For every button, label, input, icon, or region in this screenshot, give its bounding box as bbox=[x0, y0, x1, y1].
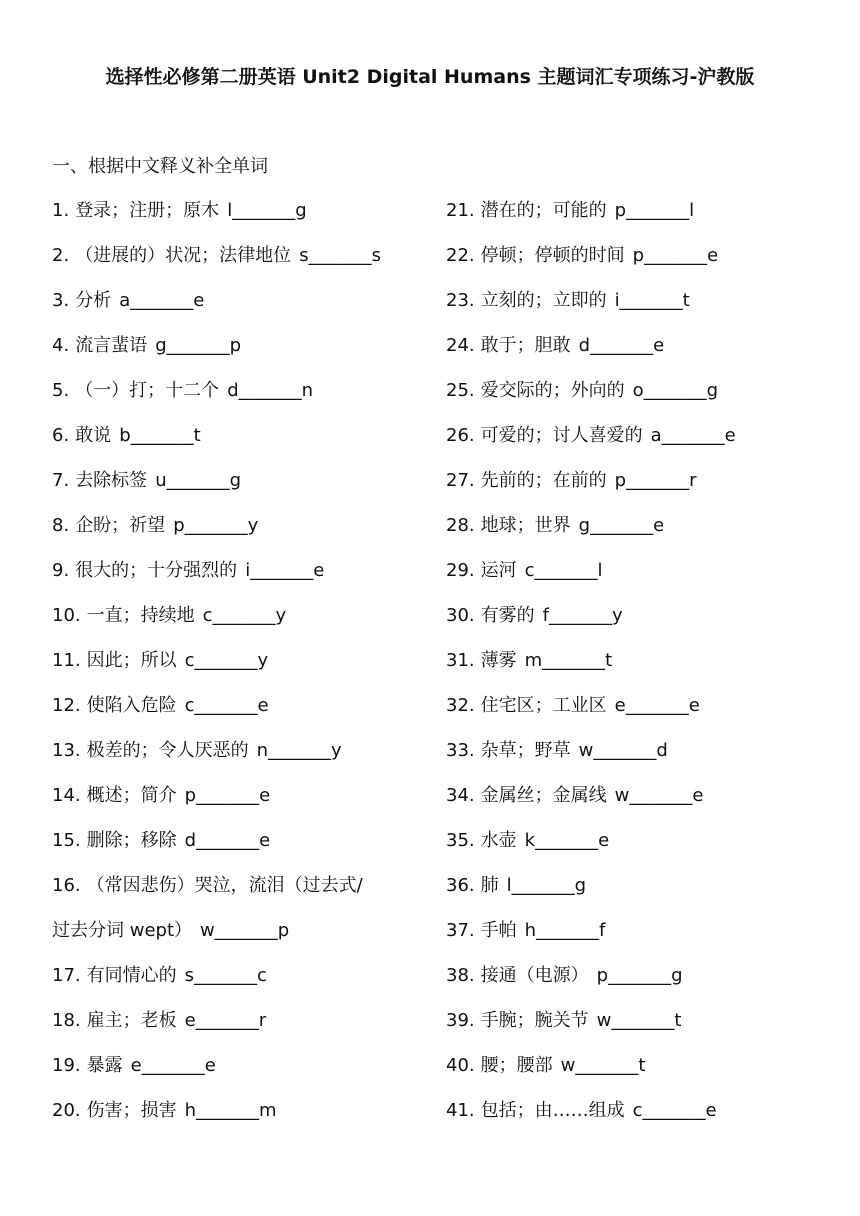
vocab-item-blank: c_______y bbox=[184, 650, 269, 671]
vocab-item-blank: a_______e bbox=[650, 425, 736, 446]
left-column bbox=[52, 197, 432, 1142]
vocab-item-meaning: 雇主；老板 bbox=[86, 1010, 177, 1031]
vocab-item-blank: w_______p bbox=[200, 920, 290, 941]
vocab-item-blank: b_______t bbox=[119, 425, 201, 446]
vocab-item-blank: c_______l bbox=[524, 560, 603, 581]
vocab-item-blank: p_______r bbox=[614, 470, 697, 491]
vocab-item-blank: h_______f bbox=[524, 920, 606, 941]
vocab-item-meaning: 流言蜚语 bbox=[75, 335, 148, 356]
vocab-item-blank: s_______s bbox=[299, 245, 381, 266]
vocab-item-number: 11. bbox=[52, 650, 81, 671]
vocab-item-blank: e_______r bbox=[184, 1010, 267, 1031]
vocab-item-meaning: 停顿；停顿的时间 bbox=[480, 245, 625, 266]
vocab-item-meaning: 很大的；十分强烈的 bbox=[75, 560, 238, 581]
vocab-item bbox=[446, 737, 826, 782]
vocab-item-number: 12. bbox=[52, 695, 81, 716]
vocab-item-meaning: 企盼；祈望 bbox=[75, 515, 166, 536]
vocab-item-number: 3. bbox=[52, 290, 70, 311]
vocab-item bbox=[446, 962, 826, 1007]
vocab-item-number: 22. bbox=[446, 245, 475, 266]
vocab-item bbox=[52, 1052, 432, 1097]
vocab-item-number: 19. bbox=[52, 1055, 81, 1076]
vocab-item-blank: o_______g bbox=[632, 380, 719, 401]
vocab-item-blank: l_______g bbox=[506, 875, 587, 896]
vocab-item-number: 24. bbox=[446, 335, 475, 356]
vocab-item-meaning: 水壶 bbox=[480, 830, 517, 851]
vocab-item-number: 13. bbox=[52, 740, 81, 761]
vocab-item-blank: f_______y bbox=[542, 605, 623, 626]
vocab-item-number: 34. bbox=[446, 785, 475, 806]
vocab-item-meaning: 登录；注册；原木 bbox=[75, 200, 220, 221]
vocab-item-blank: p_______e bbox=[632, 245, 719, 266]
vocab-item-blank: p_______y bbox=[173, 515, 259, 536]
vocab-item-blank: d_______n bbox=[227, 380, 314, 401]
vocab-item bbox=[52, 827, 432, 872]
vocab-item-meaning: （进展的）状况；法律地位 bbox=[75, 245, 292, 266]
vocab-item bbox=[446, 602, 826, 647]
vocab-item bbox=[52, 197, 432, 242]
vocab-item bbox=[446, 872, 826, 917]
vocab-item bbox=[446, 197, 826, 242]
vocab-item-number: 23. bbox=[446, 290, 475, 311]
vocab-item-blank: w_______e bbox=[614, 785, 704, 806]
vocab-item-blank: a_______e bbox=[119, 290, 205, 311]
vocab-item-blank: w_______t bbox=[560, 1055, 646, 1076]
vocab-item-number: 17. bbox=[52, 965, 81, 986]
vocab-item-meaning: 先前的；在前的 bbox=[480, 470, 607, 491]
vocab-item-blank: l_______g bbox=[227, 200, 307, 221]
vocab-item-blank: s_______c bbox=[184, 965, 267, 986]
vocab-item-meaning: 地球；世界 bbox=[480, 515, 571, 536]
vocab-item-number: 32. bbox=[446, 695, 475, 716]
vocab-item-number: 9. bbox=[52, 560, 70, 581]
vocab-item-number: 38. bbox=[446, 965, 475, 986]
vocab-item bbox=[52, 962, 432, 1007]
vocab-item-blank: c_______y bbox=[202, 605, 287, 626]
vocab-item bbox=[52, 377, 432, 422]
vocab-item-number: 4. bbox=[52, 335, 70, 356]
vocab-item-meaning: 有同情心的 bbox=[86, 965, 177, 986]
vocab-item-blank: h_______m bbox=[184, 1100, 277, 1121]
vocab-item-number: 14. bbox=[52, 785, 81, 806]
vocab-item bbox=[52, 422, 432, 467]
vocab-item bbox=[446, 512, 826, 557]
vocab-item bbox=[52, 1097, 432, 1142]
vocab-item-meaning: 极差的；令人厌恶的 bbox=[86, 740, 249, 761]
section-heading: 一、根据中文释义补全单词 bbox=[52, 156, 268, 177]
vocab-item-meaning: 住宅区；工业区 bbox=[480, 695, 607, 716]
vocab-item-blank: w_______d bbox=[578, 740, 668, 761]
vocab-item-meaning: 金属丝；金属线 bbox=[480, 785, 607, 806]
vocab-item bbox=[446, 287, 826, 332]
vocab-item-blank: d_______e bbox=[184, 830, 271, 851]
vocab-item bbox=[446, 332, 826, 377]
vocab-item bbox=[446, 917, 826, 962]
vocab-item-number: 6. bbox=[52, 425, 70, 446]
vocab-item-number: 1. bbox=[52, 200, 70, 221]
vocab-item-meaning: 敢于；胆敢 bbox=[480, 335, 571, 356]
vocab-item bbox=[52, 872, 432, 917]
vocab-item-blank: p_______e bbox=[184, 785, 271, 806]
vocab-item bbox=[52, 467, 432, 512]
vocab-item bbox=[52, 917, 432, 962]
vocab-item-number: 10. bbox=[52, 605, 81, 626]
vocab-item-meaning: 一直；持续地 bbox=[86, 605, 195, 626]
vocab-item bbox=[52, 242, 432, 287]
vocab-item bbox=[446, 782, 826, 827]
vocab-item bbox=[446, 647, 826, 692]
vocab-item-number: 29. bbox=[446, 560, 475, 581]
vocab-item bbox=[52, 332, 432, 377]
vocab-item-meaning: 过去分词 wept） bbox=[52, 920, 193, 941]
vocab-item-number: 16. bbox=[52, 875, 81, 896]
vocab-item-number: 37. bbox=[446, 920, 475, 941]
vocab-item-number: 28. bbox=[446, 515, 475, 536]
vocab-item-meaning: 手腕；腕关节 bbox=[480, 1010, 589, 1031]
vocab-item-number: 18. bbox=[52, 1010, 81, 1031]
vocab-item bbox=[52, 647, 432, 692]
vocab-item-meaning: 去除标签 bbox=[75, 470, 148, 491]
vocab-item bbox=[52, 602, 432, 647]
vocab-item bbox=[446, 692, 826, 737]
vocab-item-meaning: 运河 bbox=[480, 560, 517, 581]
vocab-item-meaning: 薄雾 bbox=[480, 650, 517, 671]
vocab-item-meaning: 接通（电源） bbox=[480, 965, 589, 986]
vocab-item-number: 2. bbox=[52, 245, 70, 266]
vocab-item-number: 7. bbox=[52, 470, 70, 491]
vocab-item bbox=[446, 242, 826, 287]
vocab-item-blank: u_______g bbox=[155, 470, 242, 491]
vocab-item-meaning: （常因悲伤）哭泣，流泪（过去式/ bbox=[86, 875, 363, 896]
vocab-item bbox=[446, 467, 826, 512]
vocab-item bbox=[52, 512, 432, 557]
vocab-item-number: 40. bbox=[446, 1055, 475, 1076]
vocab-item-number: 30. bbox=[446, 605, 475, 626]
vocab-item-meaning: 删除；移除 bbox=[86, 830, 177, 851]
vocab-item-blank: n_______y bbox=[256, 740, 342, 761]
vocab-item-blank: p_______l bbox=[614, 200, 695, 221]
vocab-item-number: 35. bbox=[446, 830, 475, 851]
vocab-item bbox=[52, 692, 432, 737]
vocab-item-blank: w_______t bbox=[596, 1010, 682, 1031]
vocab-item-meaning: 立刻的；立即的 bbox=[480, 290, 607, 311]
vocab-item-blank: d_______e bbox=[578, 335, 665, 356]
vocab-item-meaning: 包括；由……组成 bbox=[480, 1100, 625, 1121]
vocab-item-meaning: 因此；所以 bbox=[86, 650, 177, 671]
vocab-item-blank: p_______g bbox=[596, 965, 683, 986]
vocab-item-number: 26. bbox=[446, 425, 475, 446]
vocab-item-meaning: 杂草；野草 bbox=[480, 740, 571, 761]
vocab-item-meaning: 伤害；损害 bbox=[86, 1100, 177, 1121]
vocab-item-blank: e_______e bbox=[614, 695, 700, 716]
vocab-item-meaning: 潜在的；可能的 bbox=[480, 200, 607, 221]
vocab-item-blank: k_______e bbox=[524, 830, 610, 851]
vocab-item-blank: g_______e bbox=[578, 515, 665, 536]
vocab-item-number: 41. bbox=[446, 1100, 475, 1121]
vocab-item bbox=[52, 287, 432, 332]
vocab-item bbox=[446, 1052, 826, 1097]
vocab-item bbox=[52, 1007, 432, 1052]
vocab-item bbox=[52, 737, 432, 782]
vocab-item-blank: c_______e bbox=[184, 695, 269, 716]
vocab-item-meaning: 可爱的；讨人喜爱的 bbox=[480, 425, 643, 446]
vocab-item-number: 33. bbox=[446, 740, 475, 761]
vocab-item-number: 36. bbox=[446, 875, 475, 896]
vocab-item-meaning: 肺 bbox=[480, 875, 499, 896]
vocab-item bbox=[446, 557, 826, 602]
vocab-item-number: 31. bbox=[446, 650, 475, 671]
vocab-item-number: 15. bbox=[52, 830, 81, 851]
vocab-item bbox=[52, 557, 432, 602]
vocab-item-meaning: 概述；简介 bbox=[86, 785, 177, 806]
vocab-item-meaning: （一）打；十二个 bbox=[75, 380, 220, 401]
vocab-item-blank: i_______e bbox=[245, 560, 325, 581]
vocab-item-blank: e_______e bbox=[130, 1055, 216, 1076]
vocab-item-meaning: 有雾的 bbox=[480, 605, 535, 626]
vocab-item-blank: c_______e bbox=[632, 1100, 717, 1121]
vocab-item-blank: i_______t bbox=[614, 290, 690, 311]
vocab-item-number: 5. bbox=[52, 380, 70, 401]
vocab-item-meaning: 腰；腰部 bbox=[480, 1055, 553, 1076]
vocab-item-meaning: 敢说 bbox=[75, 425, 112, 446]
vocab-item-meaning: 爱交际的；外向的 bbox=[480, 380, 625, 401]
vocab-item-number: 27. bbox=[446, 470, 475, 491]
vocab-item-meaning: 使陷入危险 bbox=[86, 695, 177, 716]
vocab-item bbox=[446, 1097, 826, 1142]
vocab-item-meaning: 手帕 bbox=[480, 920, 517, 941]
page-title: 选择性必修第二册英语 Unit2 Digital Humans 主题词汇专项练习-沪教版 bbox=[105, 66, 755, 88]
vocab-item bbox=[446, 827, 826, 872]
vocab-item-blank: m_______t bbox=[524, 650, 613, 671]
vocab-item bbox=[446, 422, 826, 467]
vocab-item-number: 21. bbox=[446, 200, 475, 221]
vocab-item-number: 25. bbox=[446, 380, 475, 401]
vocab-item-meaning: 分析 bbox=[75, 290, 112, 311]
vocab-item bbox=[446, 1007, 826, 1052]
vocab-item-number: 20. bbox=[52, 1100, 81, 1121]
vocab-item-meaning: 暴露 bbox=[86, 1055, 123, 1076]
vocab-item bbox=[52, 782, 432, 827]
right-column bbox=[446, 197, 826, 1142]
vocab-item bbox=[446, 377, 826, 422]
vocab-item-number: 8. bbox=[52, 515, 70, 536]
vocab-item-number: 39. bbox=[446, 1010, 475, 1031]
vocab-item-blank: g_______p bbox=[155, 335, 242, 356]
